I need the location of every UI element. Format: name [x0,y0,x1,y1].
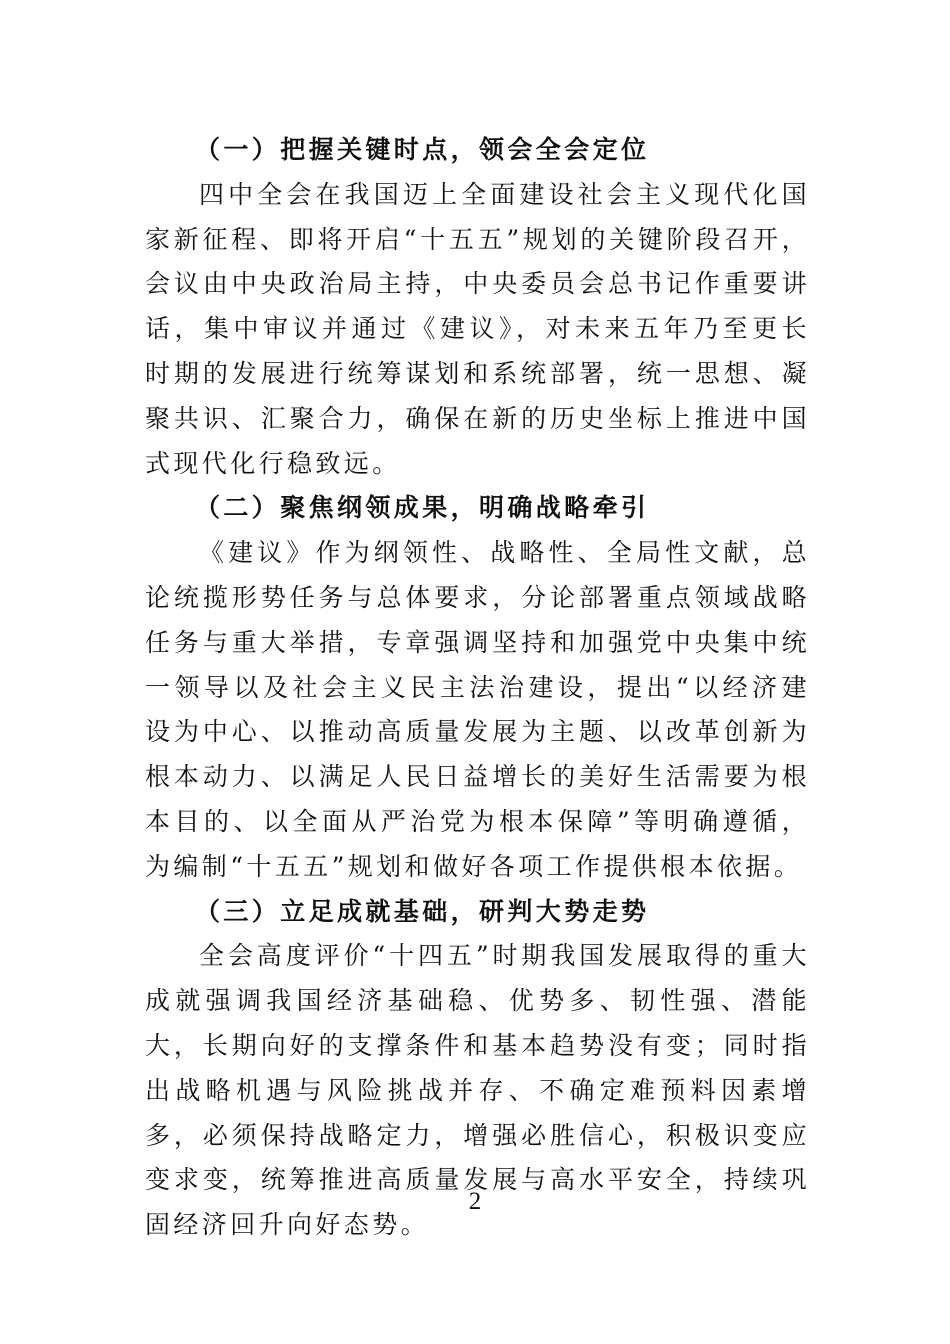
section-2-heading: （二）聚焦纲领成果，明确战略牵引 [195,493,650,523]
page-number: 2 [468,1188,482,1215]
section-3-heading: （三）立足成就基础，研判大势走势 [195,896,650,926]
section-3-paragraph: 全会高度评价“十四五”时期我国发展取得的重大成就强调我国经济基础稳、优势多、韧性强、潜能大，长期向好的支撑条件和基本趋势没有变；同时指出战略机遇与风险挑战并存、不确定难预料因素增多，必须保持战略定力，增强必胜信心，积极识变应变求变，统筹推进高质量发展与高水平安全，持续巩固经济回升向好态势。 [145,941,810,1240]
section-1-heading: （一）把握关键时点，领会全会定位 [195,135,650,164]
section-1-paragraph: 四中全会在我国迈上全面建设社会主义现代化国家新征程、即将开启“十五五”规划的关键阶段召开，会议由中央政治局主持，中央委员会总书记作重要讲话，集中审议并通过《建议》，对未来五年乃至更长时期的发展进行统筹谋划和系统部署，统一思想、凝聚共识、汇聚合力，确保在新的历史坐标上推进中国式现代化行稳致远。 [145,179,810,478]
section-2-paragraph: 《建议》作为纲领性、战略性、全局性文献，总论统揽形势任务与总体要求，分论部署重点领域战略任务与重大举措，专章强调坚持和加强党中央集中统一领导以及社会主义民主法治建设，提出“以经济建设为中心、以推动高质量发展为主题、以改革创新为根本动力、以满足人民日益增长的美好生活需要为根本目的、以全面从严治党为根本保障”等明确遵循，为编制“十五五”规划和做好各项工作提供根本依据。 [145,538,810,881]
document-page [145,128,810,1248]
